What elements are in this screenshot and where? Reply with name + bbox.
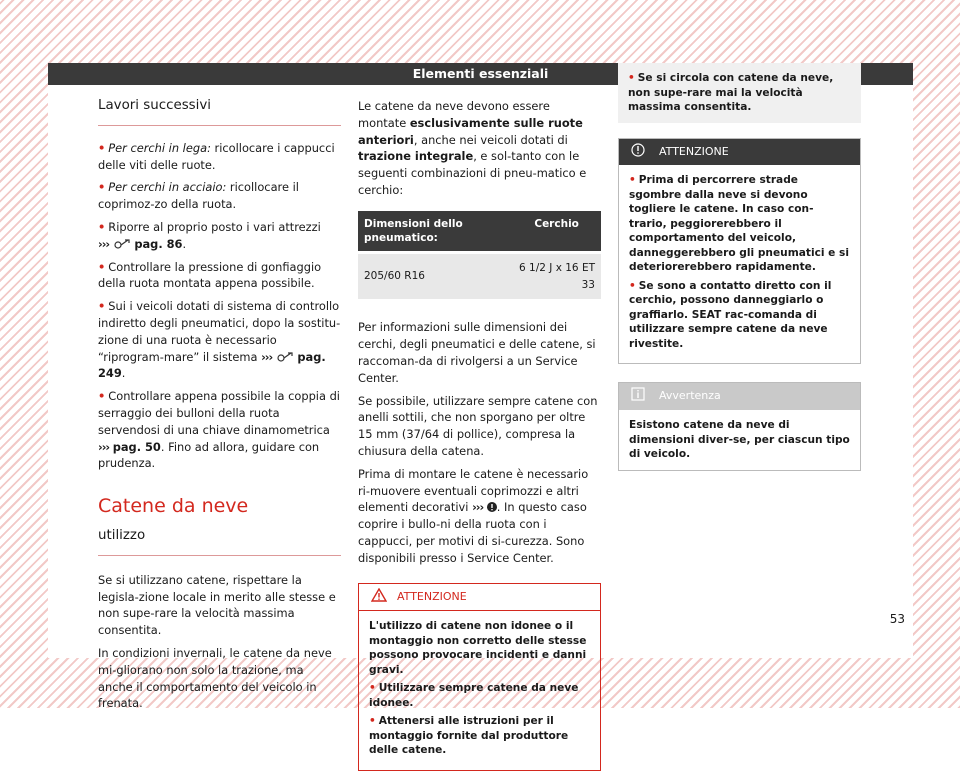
- note-header: Avvertenza: [619, 383, 860, 410]
- warning-triangle-icon: [371, 588, 387, 602]
- tool-icon: [276, 351, 294, 362]
- table-row: 205/60 R16 6 1/2 J x 16 ET 33: [358, 252, 601, 299]
- paragraph: Se si utilizzano catene, rispettare la legisla-zione locale in merito alle stesse e non supe-rare la velocità massima consentita.: [98, 572, 336, 638]
- list-item: • Se sono a contatto diretto con il cerchio, possono danneggiarlo o graffiarlo. SEAT rac-comanda di utilizzare sempre catene da neve rivestite.: [629, 279, 832, 350]
- info-circle-icon: [631, 143, 645, 157]
- warning-box: [358, 583, 601, 771]
- paragraph: In condizioni invernali, le catene da neve mi-gliorano non solo la trazione, ma anche il comportamento del veicolo in frenata.: [98, 645, 332, 711]
- table-header: Dimensioni dello pneumatico:: [358, 211, 512, 253]
- note-box: Avvertenza Esistono catene da neve di dimensioni diver-se, per ciascun tipo di veicolo.: [618, 382, 861, 470]
- paragraph: Le catene da neve devono essere montate esclusivamente sulle ruote anteriori, anche nei veicoli dotati di trazione integrale, e sol-tanto con le seguenti combinazioni di pneu-matico e cerchio:: [358, 99, 587, 197]
- page-number: 53: [889, 612, 905, 626]
- tire-rim-table: [358, 211, 601, 300]
- paragraph: Se possibile, utilizzare sempre catene con anelli sottili, che non sporgano per oltre 15 mm (37/64 di pollice), compresa la chiusura della catena.: [358, 393, 598, 458]
- section-title: Lavori successivi: [98, 98, 341, 126]
- list-item: • Sui i veicoli dotati di sistema di controllo indiretto degli pneumatici, dopo la sostitu-zione di una ruota è necessario “riprogram-mare” il sistema ››› pag. 249.: [98, 299, 341, 381]
- list-item: • Prima di percorrere strade sgombre dalla neve si devono togliere le catene. In caso con-trario, peggiorerebbero il comportamento del veicolo, danneggerebbero gli pneumatici e si deteriorerebbero rapidamente.: [629, 174, 849, 274]
- page-reference-link[interactable]: pag. 86: [134, 236, 183, 251]
- warning-circle-icon: [487, 502, 497, 512]
- attention-body: [619, 165, 860, 363]
- column-3: [618, 72, 861, 471]
- table-header: Cerchio: [512, 211, 601, 253]
- list-item: • Per cerchi in lega: ricollocare i cappucci delle viti delle ruote.: [98, 140, 335, 172]
- warning-body: L'utilizzo di catene non idonee o il montaggio non corretto delle stesse possono provocare incidenti e danni gravi. • Utilizzare sempre catene da neve idonee. • Attenersi alle istruzioni per il montaggio fornite dal produttore delle catene.: [359, 611, 600, 770]
- page-reference-link[interactable]: pag. 249: [98, 349, 326, 381]
- page-reference-link[interactable]: pag. 50: [112, 439, 161, 454]
- list-item: • Attenersi alle istruzioni per il montaggio fornite dal produttore delle catene.: [369, 715, 569, 757]
- tool-icon: [113, 238, 131, 249]
- subsection-title: utilizzo: [98, 528, 341, 556]
- attention-header: ATTENZIONE: [619, 139, 860, 166]
- warning-continuation: [618, 63, 861, 124]
- list-item: • Utilizzare sempre catene da neve idonee.: [369, 682, 579, 709]
- list-item: • Controllare appena possibile la coppia di serraggio dei bulloni della ruota servendosi di una chiave dinamometrica ››› pag. 50. Fino ad allora, guidare con prudenza.: [98, 389, 340, 471]
- page-header: Elementi essenziali: [48, 63, 913, 85]
- warning-header: ATTENZIONE: [359, 584, 600, 612]
- list-item: • Se si circola con catene da neve, non supe-rare mai la velocità massima consentita.: [628, 72, 834, 113]
- attention-box: [618, 138, 861, 365]
- info-icon: [631, 387, 645, 401]
- list-item: • Riporre al proprio posto i vari attrezzi ››› pag. 86.: [98, 219, 321, 251]
- column-1: [98, 98, 341, 718]
- list-item: • Controllare la pressione di gonfiaggio della ruota montata appena possibile.: [98, 259, 322, 291]
- list-item: • Per cerchi in acciaio: ricollocare il coprimoz-zo della ruota.: [98, 180, 299, 212]
- chapter-title: Catene da neve: [98, 495, 249, 518]
- column-2: [358, 98, 601, 771]
- paragraph: Prima di montare le catene è necessario ri-muovere eventuali coprimozzi e altri elementi decorativi ››› . In questo caso coprire i bullo-ni della ruota con i cappucci, per motivi di si-curezza. Sono disponibili presso i Service Center.: [358, 466, 589, 565]
- paragraph: Per informazioni sulle dimensioni dei cerchi, degli pneumatici e delle catene, si raccoman-da di rivolgersi a un Service Center.: [358, 320, 596, 385]
- page: [48, 63, 913, 757]
